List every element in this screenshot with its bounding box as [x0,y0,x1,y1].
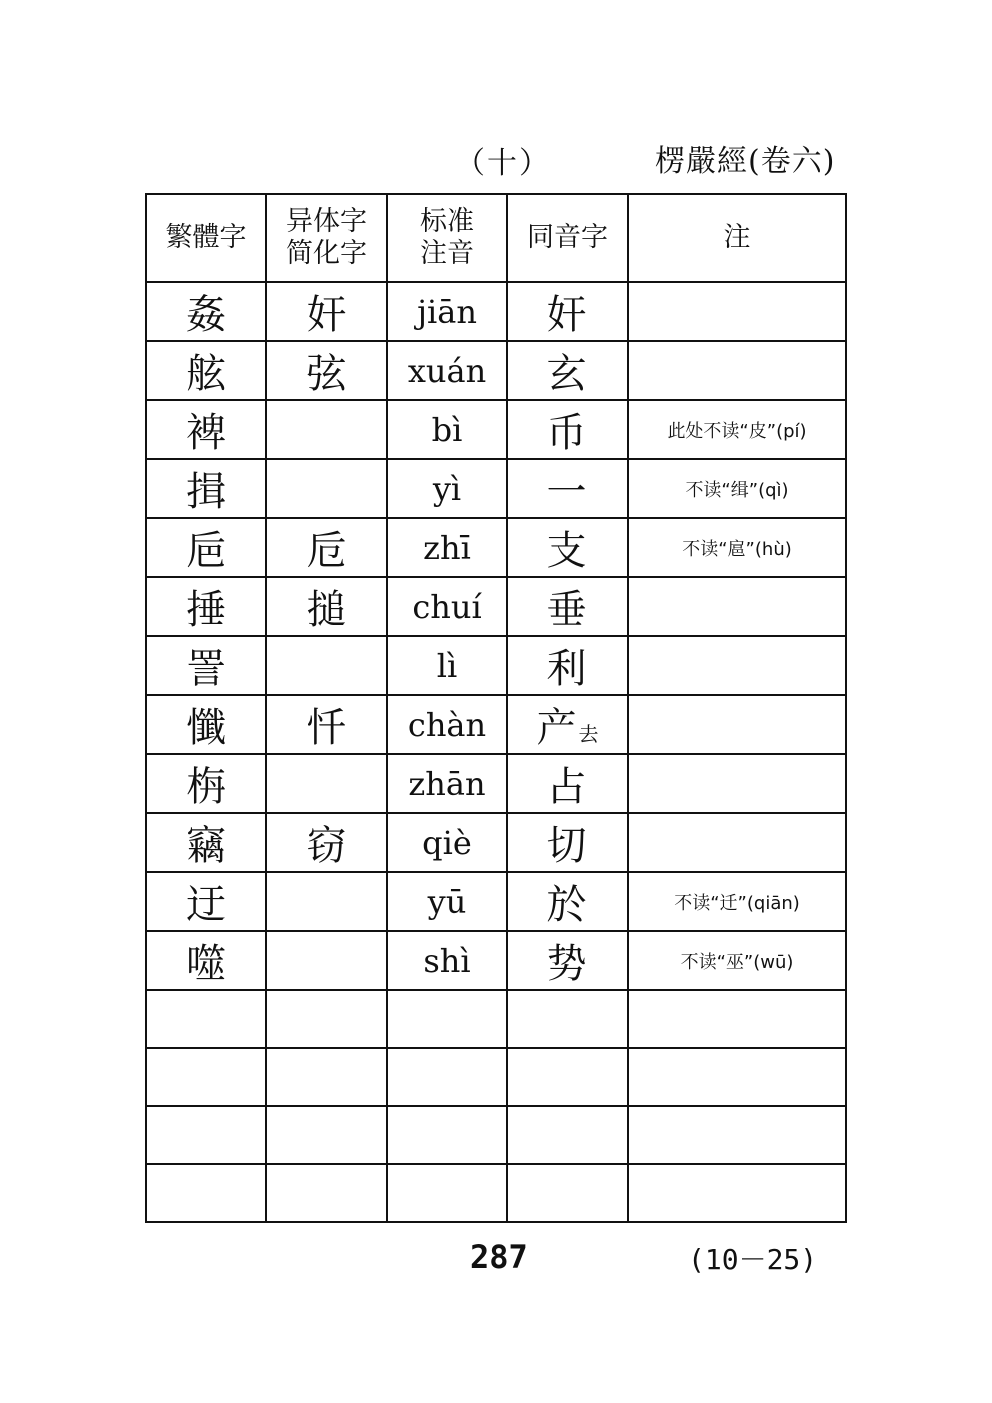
table-row [146,577,846,636]
note-cell-text: 不读“扈”(hù) [682,538,792,560]
homophone-cell-text: 势 [546,941,587,987]
pinyin-cell [387,1048,507,1106]
simplified-char-cell-text: 弦 [306,351,347,397]
traditional-char-cell-text: 竊 [186,823,226,869]
col-header-pinyin: 标准 注音 [387,194,507,282]
pinyin-cell-text: chuí [412,587,482,626]
pinyin-cell [387,636,507,695]
col-header-note: 注 [628,194,846,282]
table-row [146,282,846,341]
traditional-char-cell-text: 詈 [186,646,226,692]
homophone-cell [507,931,628,990]
pinyin-cell-text: jiān [417,292,477,331]
table-row [146,990,846,1048]
homophone-cell [507,872,628,931]
homophone-cell-text: 垂 [546,587,587,633]
homophone-cell [507,1106,628,1164]
section-code: (10－25) [688,1243,818,1276]
homophone-cell [507,341,628,400]
simplified-char-cell [266,636,387,695]
note-cell [628,754,846,813]
homophone-cell-text: 玄 [546,351,587,397]
note-cell [628,518,846,577]
homophone-cell [507,1048,628,1106]
tone-mark-text: 去 [578,722,599,746]
simplified-char-cell-text: 窃 [306,823,347,869]
pinyin-cell-text: qiè [422,823,472,862]
traditional-char-cell [146,636,266,695]
pinyin-cell-text: shì [423,941,471,980]
homophone-cell [507,695,628,754]
note-cell [628,813,846,872]
pinyin-cell [387,518,507,577]
table-row [146,931,846,990]
traditional-char-cell-text: 捶 [186,587,226,633]
homophone-cell [507,577,628,636]
table-row [146,813,846,872]
col-header-homophone: 同音字 [507,194,628,282]
pinyin-cell-text: yū [427,882,467,921]
table-row [146,636,846,695]
table-row [146,872,846,931]
note-cell [628,990,846,1048]
note-cell [628,577,846,636]
pinyin-cell [387,813,507,872]
traditional-char-cell-text: 迂 [186,882,226,928]
homophone-cell-text: 於 [546,882,587,928]
traditional-char-cell-text: 姦 [186,292,226,338]
simplified-char-cell [266,990,387,1048]
traditional-char-cell [146,754,266,813]
traditional-char-cell [146,695,266,754]
homophone-cell [507,813,628,872]
simplified-char-cell [266,754,387,813]
simplified-char-cell [266,282,387,341]
homophone-cell-text: 产 [536,705,577,751]
traditional-char-cell-text: 裨 [186,410,226,456]
page-number: 287 [470,1238,528,1276]
header-row [146,194,846,282]
table-row [146,695,846,754]
traditional-char-cell-text: 舷 [186,351,226,397]
homophone-cell-text: 利 [546,646,587,692]
pinyin-cell-text: chàn [407,705,487,744]
note-cell [628,872,846,931]
simplified-char-cell [266,695,387,754]
simplified-char-cell [266,1164,387,1222]
note-cell [628,636,846,695]
traditional-char-cell [146,400,266,459]
pinyin-cell [387,695,507,754]
table-row [146,1106,846,1164]
homophone-cell [507,459,628,518]
homophone-cell [507,282,628,341]
table-row [146,1048,846,1106]
pinyin-cell [387,1164,507,1222]
note-cell [628,459,846,518]
col-header-variant-simplified: 异体字 简化字 [266,194,387,282]
note-cell-text: 不读“迁”(qiān) [674,892,800,914]
traditional-char-cell [146,931,266,990]
homophone-cell [507,636,628,695]
note-cell-text: 此处不读“皮”(pí) [667,420,807,442]
traditional-char-cell [146,577,266,636]
pinyin-cell-text: zhān [408,764,486,803]
simplified-char-cell [266,518,387,577]
simplified-char-cell-text: 搥 [306,587,347,633]
note-cell [628,400,846,459]
simplified-char-cell [266,1106,387,1164]
pinyin-cell [387,990,507,1048]
pinyin-cell [387,577,507,636]
table-body [146,282,846,1222]
pinyin-cell [387,400,507,459]
note-cell [628,931,846,990]
homophone-cell-text: 币 [546,410,587,456]
pinyin-cell [387,341,507,400]
traditional-char-cell [146,518,266,577]
homophone-cell-text: 奸 [546,292,587,338]
note-cell-text: 不读“巫”(wū) [680,951,794,973]
homophone-cell [507,1164,628,1222]
pronunciation-table [145,193,847,1223]
pinyin-cell [387,754,507,813]
table-row [146,1164,846,1222]
note-cell [628,282,846,341]
traditional-char-cell-text: 揖 [186,469,226,515]
traditional-char-cell [146,1164,266,1222]
pinyin-cell-text: lì [436,646,458,685]
homophone-cell [507,754,628,813]
traditional-char-cell [146,813,266,872]
traditional-char-cell-text: 噬 [186,941,226,987]
note-cell [628,1048,846,1106]
simplified-char-cell [266,931,387,990]
simplified-char-cell [266,577,387,636]
table-row [146,459,846,518]
homophone-cell-text: 一 [546,469,587,515]
pinyin-cell-text: zhī [423,528,471,567]
table-row [146,754,846,813]
pinyin-cell [387,931,507,990]
book-title: 楞嚴經(卷六) [655,144,836,179]
table-row [146,341,846,400]
traditional-char-cell [146,872,266,931]
pinyin-cell-text: xuán [407,351,487,390]
col-header-traditional: 繁體字 [146,194,266,282]
table-row [146,400,846,459]
simplified-char-cell [266,872,387,931]
homophone-cell-text: 占 [546,764,587,810]
traditional-char-cell [146,282,266,341]
traditional-char-cell-text: 巵 [186,528,226,574]
simplified-char-cell-text: 奸 [306,292,347,338]
pinyin-cell-text: bì [431,410,463,449]
traditional-char-cell-text: 懺 [186,705,226,751]
traditional-char-cell-text: 栴 [186,764,226,810]
simplified-char-cell [266,1048,387,1106]
section-number: （十） [455,146,551,181]
homophone-cell [507,400,628,459]
pinyin-cell [387,282,507,341]
simplified-char-cell [266,459,387,518]
homophone-cell-text: 切 [546,823,587,869]
simplified-char-cell-text: 卮 [306,528,347,574]
pinyin-cell [387,872,507,931]
simplified-char-cell [266,813,387,872]
traditional-char-cell [146,1048,266,1106]
homophone-cell [507,990,628,1048]
note-cell [628,1164,846,1222]
note-cell [628,341,846,400]
simplified-char-cell-text: 忏 [306,705,347,751]
traditional-char-cell [146,990,266,1048]
homophone-cell-text: 支 [546,528,587,574]
simplified-char-cell [266,341,387,400]
pinyin-cell-text: yì [432,469,462,508]
note-cell [628,1106,846,1164]
table-row [146,518,846,577]
pinyin-cell [387,1106,507,1164]
homophone-cell [507,518,628,577]
note-cell [628,695,846,754]
traditional-char-cell [146,1106,266,1164]
traditional-char-cell [146,459,266,518]
simplified-char-cell [266,400,387,459]
note-cell-text: 不读“缉”(qì) [685,479,789,501]
pinyin-cell [387,459,507,518]
traditional-char-cell [146,341,266,400]
